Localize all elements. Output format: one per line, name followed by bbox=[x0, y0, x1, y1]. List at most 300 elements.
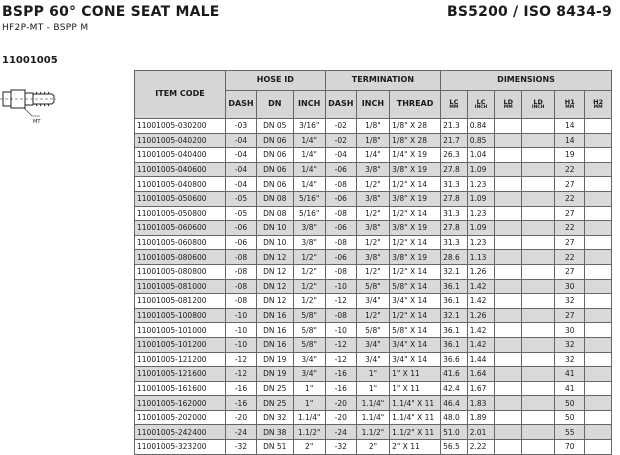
cell-term-inch: 1/4" bbox=[356, 148, 389, 163]
hose-id-header: HOSE ID bbox=[225, 71, 325, 91]
col-term-dash: DASH bbox=[325, 91, 356, 119]
cell-ld-mm bbox=[495, 177, 522, 192]
cell-h2-mm bbox=[585, 279, 612, 294]
cell-h2-mm bbox=[585, 250, 612, 265]
cell-hose-dn: DN 08 bbox=[257, 206, 294, 221]
cell-h2-mm bbox=[585, 367, 612, 382]
standard-reference: BS5200 / ISO 8434-9 bbox=[447, 4, 612, 20]
cell-term-dash: -02 bbox=[325, 119, 356, 134]
cell-hose-dash: -10 bbox=[225, 308, 256, 323]
cell-term-dash: -20 bbox=[325, 410, 356, 425]
cell-h1-mm: 30 bbox=[555, 323, 585, 338]
cell-h2-mm bbox=[585, 294, 612, 309]
cell-h1-mm: 50 bbox=[555, 396, 585, 411]
cell-ld-inch bbox=[522, 264, 555, 279]
cell-term-dash: -02 bbox=[325, 133, 356, 148]
cell-hose-dn: DN 05 bbox=[257, 119, 294, 134]
cell-hose-dash: -03 bbox=[225, 119, 256, 134]
cell-item-code: 11001005-323200 bbox=[135, 440, 226, 455]
cell-ld-mm bbox=[495, 119, 522, 134]
cell-hose-inch: 5/8" bbox=[293, 308, 325, 323]
cell-h2-mm bbox=[585, 148, 612, 163]
cell-lc-inch: 0.84 bbox=[467, 119, 495, 134]
cell-thread: 1/2" X 14 bbox=[390, 206, 441, 221]
cell-term-dash: -12 bbox=[325, 294, 356, 309]
cell-hose-dn: DN 51 bbox=[257, 440, 294, 455]
table-row bbox=[135, 177, 612, 192]
col-ld-inch-unit: INCH bbox=[531, 104, 545, 110]
cell-lc-mm: 31.3 bbox=[441, 235, 468, 250]
cell-h1-mm: 19 bbox=[555, 148, 585, 163]
cell-lc-inch: 1.23 bbox=[467, 177, 495, 192]
cell-term-inch: 1.1/4" bbox=[356, 410, 389, 425]
cell-thread: 1/2" X 14 bbox=[390, 177, 441, 192]
cell-ld-mm bbox=[495, 279, 522, 294]
cell-thread: 1.1/2" X 11 bbox=[390, 425, 441, 440]
cell-hose-dash: -20 bbox=[225, 410, 256, 425]
cell-h1-mm: 70 bbox=[555, 440, 585, 455]
cell-ld-inch bbox=[522, 352, 555, 367]
cell-lc-inch: 2.01 bbox=[467, 425, 495, 440]
cell-hose-inch: 5/8" bbox=[293, 323, 325, 338]
cell-term-inch: 1" bbox=[356, 367, 389, 382]
cell-ld-mm bbox=[495, 235, 522, 250]
col-lc-label: LC bbox=[449, 97, 459, 106]
table-row bbox=[135, 440, 612, 455]
fitting-cross-section-icon bbox=[0, 80, 70, 130]
cell-hose-dn: DN 06 bbox=[257, 148, 294, 163]
col-term-inch: INCH bbox=[356, 91, 389, 119]
cell-term-inch: 1" bbox=[356, 381, 389, 396]
cell-term-dash: -16 bbox=[325, 381, 356, 396]
cell-h2-mm bbox=[585, 133, 612, 148]
cell-lc-mm: 51.0 bbox=[441, 425, 468, 440]
cell-item-code: 11001005-161600 bbox=[135, 381, 226, 396]
cell-term-dash: -32 bbox=[325, 440, 356, 455]
cell-lc-mm: 27.8 bbox=[441, 162, 468, 177]
cell-lc-inch: 1.67 bbox=[467, 381, 495, 396]
cell-h1-mm: 55 bbox=[555, 425, 585, 440]
cell-ld-inch bbox=[522, 425, 555, 440]
cell-lc-inch: 1.42 bbox=[467, 294, 495, 309]
cell-h2-mm bbox=[585, 323, 612, 338]
col-dn: DN bbox=[257, 91, 294, 119]
cell-item-code: 11001005-202000 bbox=[135, 410, 226, 425]
col-ld-unit: MM bbox=[503, 104, 513, 110]
cell-hose-dn: DN 19 bbox=[257, 367, 294, 382]
cell-h2-mm bbox=[585, 308, 612, 323]
table-row bbox=[135, 133, 612, 148]
cell-lc-mm: 21.7 bbox=[441, 133, 468, 148]
cell-ld-inch bbox=[522, 148, 555, 163]
cell-ld-inch bbox=[522, 250, 555, 265]
cell-lc-mm: 32.1 bbox=[441, 308, 468, 323]
cell-ld-mm bbox=[495, 221, 522, 236]
cell-ld-inch bbox=[522, 133, 555, 148]
cell-term-dash: -10 bbox=[325, 323, 356, 338]
cell-ld-mm bbox=[495, 191, 522, 206]
cell-h2-mm bbox=[585, 119, 612, 134]
table-row bbox=[135, 250, 612, 265]
table-row bbox=[135, 367, 612, 382]
cell-lc-inch: 1.26 bbox=[467, 264, 495, 279]
col-inch: INCH bbox=[293, 91, 325, 119]
termination-header: TERMINATION bbox=[325, 71, 440, 91]
cell-lc-mm: 27.8 bbox=[441, 191, 468, 206]
table-row bbox=[135, 206, 612, 221]
cell-hose-dash: -10 bbox=[225, 323, 256, 338]
table-row bbox=[135, 191, 612, 206]
cell-ld-mm bbox=[495, 162, 522, 177]
cell-hose-dn: DN 25 bbox=[257, 381, 294, 396]
cell-term-dash: -04 bbox=[325, 148, 356, 163]
cell-lc-inch: 1.42 bbox=[467, 337, 495, 352]
cell-hose-inch: 3/4" bbox=[293, 352, 325, 367]
cell-h1-mm: 30 bbox=[555, 279, 585, 294]
cell-ld-inch bbox=[522, 381, 555, 396]
cell-item-code: 11001005-080600 bbox=[135, 250, 226, 265]
cell-item-code: 11001005-060600 bbox=[135, 221, 226, 236]
cell-thread: 3/8" X 19 bbox=[390, 162, 441, 177]
cell-item-code: 11001005-121200 bbox=[135, 352, 226, 367]
col-ld-inch bbox=[522, 91, 555, 119]
table-row bbox=[135, 352, 612, 367]
cell-lc-mm: 46.4 bbox=[441, 396, 468, 411]
cell-term-inch: 1/2" bbox=[356, 235, 389, 250]
cell-hose-inch: 3/8" bbox=[293, 221, 325, 236]
table-body bbox=[135, 119, 612, 455]
cell-h2-mm bbox=[585, 337, 612, 352]
cell-hose-dash: -08 bbox=[225, 250, 256, 265]
cell-item-code: 11001005-242400 bbox=[135, 425, 226, 440]
cell-ld-mm bbox=[495, 337, 522, 352]
cell-hose-inch: 5/8" bbox=[293, 337, 325, 352]
cell-hose-inch: 1/4" bbox=[293, 177, 325, 192]
cell-hose-dn: DN 32 bbox=[257, 410, 294, 425]
cell-term-inch: 5/8" bbox=[356, 279, 389, 294]
cell-lc-inch: 1.42 bbox=[467, 323, 495, 338]
cell-hose-dash: -12 bbox=[225, 352, 256, 367]
cell-ld-mm bbox=[495, 133, 522, 148]
cell-hose-inch: 1/2" bbox=[293, 279, 325, 294]
cell-hose-dash: -08 bbox=[225, 294, 256, 309]
cell-lc-mm: 21.3 bbox=[441, 119, 468, 134]
cell-ld-inch bbox=[522, 410, 555, 425]
cell-h1-mm: 22 bbox=[555, 221, 585, 236]
cell-term-inch: 3/8" bbox=[356, 162, 389, 177]
cell-h1-mm: 14 bbox=[555, 133, 585, 148]
cell-hose-dash: -04 bbox=[225, 162, 256, 177]
cell-ld-mm bbox=[495, 250, 522, 265]
cell-item-code: 11001005-101000 bbox=[135, 323, 226, 338]
cell-hose-inch: 2" bbox=[293, 440, 325, 455]
cell-hose-dn: DN 08 bbox=[257, 191, 294, 206]
cell-ld-inch bbox=[522, 235, 555, 250]
table-row bbox=[135, 410, 612, 425]
cell-hose-dn: DN 12 bbox=[257, 279, 294, 294]
cell-item-code: 11001005-121600 bbox=[135, 367, 226, 382]
cell-lc-mm: 31.3 bbox=[441, 177, 468, 192]
cell-lc-inch: 1.42 bbox=[467, 279, 495, 294]
table-row bbox=[135, 162, 612, 177]
cell-hose-inch: 1/2" bbox=[293, 250, 325, 265]
cell-term-dash: -06 bbox=[325, 221, 356, 236]
cell-term-dash: -06 bbox=[325, 162, 356, 177]
cell-lc-mm: 27.8 bbox=[441, 221, 468, 236]
cell-lc-mm: 32.1 bbox=[441, 264, 468, 279]
cell-h1-mm: 14 bbox=[555, 119, 585, 134]
cell-term-inch: 3/8" bbox=[356, 250, 389, 265]
cell-term-inch: 1/8" bbox=[356, 133, 389, 148]
cell-item-code: 11001005-081200 bbox=[135, 294, 226, 309]
cell-thread: 2" X 11 bbox=[390, 440, 441, 455]
cell-ld-inch bbox=[522, 119, 555, 134]
cell-lc-inch: 1.83 bbox=[467, 396, 495, 411]
cell-lc-mm: 26.3 bbox=[441, 148, 468, 163]
cell-ld-inch bbox=[522, 177, 555, 192]
cell-ld-mm bbox=[495, 440, 522, 455]
cell-ld-inch bbox=[522, 191, 555, 206]
col-lc-inch-unit: INCH bbox=[474, 104, 488, 110]
table-row bbox=[135, 337, 612, 352]
cell-thread: 1" X 11 bbox=[390, 381, 441, 396]
cell-term-inch: 1/2" bbox=[356, 264, 389, 279]
cell-hose-dn: DN 12 bbox=[257, 294, 294, 309]
cell-hose-dn: DN 16 bbox=[257, 323, 294, 338]
cell-h1-mm: 27 bbox=[555, 235, 585, 250]
cell-term-inch: 1.1/2" bbox=[356, 425, 389, 440]
product-table bbox=[134, 70, 612, 455]
cell-h2-mm bbox=[585, 440, 612, 455]
table-row bbox=[135, 119, 612, 134]
cell-lc-inch: 1.09 bbox=[467, 162, 495, 177]
cell-h2-mm bbox=[585, 352, 612, 367]
cell-thread: 3/4" X 14 bbox=[390, 337, 441, 352]
page-title: BSPP 60° CONE SEAT MALE bbox=[2, 4, 220, 20]
cell-h2-mm bbox=[585, 264, 612, 279]
cell-hose-inch: 3/8" bbox=[293, 235, 325, 250]
cell-item-code: 11001005-080800 bbox=[135, 264, 226, 279]
cell-term-inch: 1/2" bbox=[356, 308, 389, 323]
cell-thread: 1/2" X 14 bbox=[390, 308, 441, 323]
table-row bbox=[135, 396, 612, 411]
cell-hose-dash: -24 bbox=[225, 425, 256, 440]
cell-term-dash: -08 bbox=[325, 308, 356, 323]
table-row bbox=[135, 425, 612, 440]
cell-term-dash: -12 bbox=[325, 352, 356, 367]
cell-thread: 1/2" X 14 bbox=[390, 235, 441, 250]
cell-lc-mm: 36.6 bbox=[441, 352, 468, 367]
cell-term-dash: -08 bbox=[325, 264, 356, 279]
cell-ld-inch bbox=[522, 337, 555, 352]
cell-item-code: 11001005-162000 bbox=[135, 396, 226, 411]
table-row bbox=[135, 264, 612, 279]
cell-hose-dn: DN 06 bbox=[257, 133, 294, 148]
cell-term-inch: 3/4" bbox=[356, 352, 389, 367]
cell-term-inch: 3/8" bbox=[356, 191, 389, 206]
cell-h1-mm: 41 bbox=[555, 381, 585, 396]
cell-hose-inch: 1/4" bbox=[293, 148, 325, 163]
cell-ld-mm bbox=[495, 367, 522, 382]
cell-h1-mm: 22 bbox=[555, 162, 585, 177]
cell-hose-dn: DN 38 bbox=[257, 425, 294, 440]
cell-lc-inch: 1.64 bbox=[467, 367, 495, 382]
cell-item-code: 11001005-050800 bbox=[135, 206, 226, 221]
cell-thread: 3/8" X 19 bbox=[390, 250, 441, 265]
cell-term-inch: 5/8" bbox=[356, 323, 389, 338]
cell-h1-mm: 32 bbox=[555, 294, 585, 309]
cell-hose-dash: -32 bbox=[225, 440, 256, 455]
cell-h1-mm: 32 bbox=[555, 352, 585, 367]
cell-hose-dash: -05 bbox=[225, 206, 256, 221]
cell-h2-mm bbox=[585, 425, 612, 440]
col-ld-label: LD bbox=[503, 97, 513, 106]
cell-ld-mm bbox=[495, 294, 522, 309]
cell-hose-inch: 3/4" bbox=[293, 367, 325, 382]
cell-hose-inch: 1/2" bbox=[293, 264, 325, 279]
cell-h1-mm: 32 bbox=[555, 337, 585, 352]
col-h2-label: H2 bbox=[593, 97, 604, 106]
cell-h1-mm: 22 bbox=[555, 250, 585, 265]
cell-hose-dn: DN 16 bbox=[257, 337, 294, 352]
cell-lc-mm: 42.4 bbox=[441, 381, 468, 396]
cell-lc-mm: 28.6 bbox=[441, 250, 468, 265]
cell-lc-inch: 1.26 bbox=[467, 308, 495, 323]
cell-ld-mm bbox=[495, 264, 522, 279]
cell-hose-dash: -12 bbox=[225, 367, 256, 382]
cell-term-inch: 1/8" bbox=[356, 119, 389, 134]
table-row bbox=[135, 294, 612, 309]
cell-ld-mm bbox=[495, 425, 522, 440]
cell-ld-mm bbox=[495, 308, 522, 323]
cell-lc-mm: 36.1 bbox=[441, 279, 468, 294]
col-lc-inch-label: LC bbox=[476, 97, 486, 106]
cell-lc-inch: 1.44 bbox=[467, 352, 495, 367]
col-h2 bbox=[585, 91, 612, 119]
cell-lc-inch: 1.23 bbox=[467, 235, 495, 250]
cell-h2-mm bbox=[585, 235, 612, 250]
cell-term-dash: -06 bbox=[325, 250, 356, 265]
cell-hose-dash: -08 bbox=[225, 279, 256, 294]
cell-ld-mm bbox=[495, 410, 522, 425]
cell-hose-dash: -04 bbox=[225, 133, 256, 148]
cell-hose-dash: -04 bbox=[225, 177, 256, 192]
cell-hose-dn: DN 06 bbox=[257, 177, 294, 192]
cell-ld-inch bbox=[522, 162, 555, 177]
cell-lc-mm: 36.1 bbox=[441, 323, 468, 338]
cell-ld-inch bbox=[522, 323, 555, 338]
cell-hose-inch: 1.1/4" bbox=[293, 410, 325, 425]
cell-thread: 5/8" X 14 bbox=[390, 323, 441, 338]
cell-thread: 1" X 11 bbox=[390, 367, 441, 382]
cell-ld-inch bbox=[522, 440, 555, 455]
cell-thread: 3/4" X 14 bbox=[390, 352, 441, 367]
cell-term-inch: 3/4" bbox=[356, 294, 389, 309]
cell-h1-mm: 27 bbox=[555, 308, 585, 323]
cell-hose-dash: -16 bbox=[225, 381, 256, 396]
cell-hose-inch: 1/4" bbox=[293, 133, 325, 148]
cell-hose-dn: DN 12 bbox=[257, 264, 294, 279]
cell-thread: 1.1/4" X 11 bbox=[390, 396, 441, 411]
cell-h1-mm: 22 bbox=[555, 191, 585, 206]
cell-term-dash: -08 bbox=[325, 177, 356, 192]
cell-h1-mm: 27 bbox=[555, 206, 585, 221]
cell-hose-dash: -10 bbox=[225, 337, 256, 352]
col-h2-unit: MM bbox=[593, 104, 603, 110]
cell-hose-dn: DN 12 bbox=[257, 250, 294, 265]
part-code: 11001005 bbox=[2, 55, 58, 66]
cell-lc-inch: 1.13 bbox=[467, 250, 495, 265]
cell-lc-inch: 2.22 bbox=[467, 440, 495, 455]
cell-lc-mm: 31.3 bbox=[441, 206, 468, 221]
cell-hose-dn: DN 06 bbox=[257, 162, 294, 177]
table-row bbox=[135, 235, 612, 250]
cell-ld-mm bbox=[495, 381, 522, 396]
col-ld bbox=[495, 91, 522, 119]
cell-hose-dash: -06 bbox=[225, 235, 256, 250]
col-thread: THREAD bbox=[390, 91, 441, 119]
cell-ld-mm bbox=[495, 352, 522, 367]
cell-thread: 3/8" X 19 bbox=[390, 221, 441, 236]
cell-h1-mm: 27 bbox=[555, 177, 585, 192]
cell-ld-mm bbox=[495, 148, 522, 163]
cell-thread: 1/2" X 14 bbox=[390, 264, 441, 279]
cell-h1-mm: 27 bbox=[555, 264, 585, 279]
cell-hose-dn: DN 16 bbox=[257, 308, 294, 323]
cell-thread: 3/4" X 14 bbox=[390, 294, 441, 309]
cell-hose-inch: 5/16" bbox=[293, 191, 325, 206]
cell-lc-mm: 41.6 bbox=[441, 367, 468, 382]
cell-item-code: 11001005-081000 bbox=[135, 279, 226, 294]
cell-thread: 3/8" X 19 bbox=[390, 191, 441, 206]
cell-lc-inch: 0.85 bbox=[467, 133, 495, 148]
cell-item-code: 11001005-040600 bbox=[135, 162, 226, 177]
cell-thread: 1.1/4" X 11 bbox=[390, 410, 441, 425]
cell-thread: 1/8" X 28 bbox=[390, 133, 441, 148]
callout-label: MT bbox=[33, 119, 41, 125]
cell-lc-mm: 36.1 bbox=[441, 337, 468, 352]
table-row bbox=[135, 381, 612, 396]
cell-term-inch: 1.1/4" bbox=[356, 396, 389, 411]
cell-ld-mm bbox=[495, 206, 522, 221]
cell-ld-inch bbox=[522, 279, 555, 294]
cell-hose-inch: 1/4" bbox=[293, 162, 325, 177]
cell-term-inch: 2" bbox=[356, 440, 389, 455]
cell-h2-mm bbox=[585, 410, 612, 425]
col-ld-inch-label: LD bbox=[533, 97, 543, 106]
cell-ld-inch bbox=[522, 308, 555, 323]
col-lc bbox=[441, 91, 468, 119]
cell-ld-inch bbox=[522, 221, 555, 236]
cell-hose-dn: DN 10 bbox=[257, 221, 294, 236]
cell-ld-inch bbox=[522, 294, 555, 309]
cell-lc-inch: 1.09 bbox=[467, 191, 495, 206]
cell-term-dash: -16 bbox=[325, 367, 356, 382]
cell-term-dash: -08 bbox=[325, 206, 356, 221]
col-lc-unit: MM bbox=[449, 104, 459, 110]
cell-h2-mm bbox=[585, 177, 612, 192]
cell-term-dash: -24 bbox=[325, 425, 356, 440]
cell-term-dash: -08 bbox=[325, 235, 356, 250]
cell-item-code: 11001005-040200 bbox=[135, 133, 226, 148]
cell-term-dash: -06 bbox=[325, 191, 356, 206]
cell-term-inch: 3/8" bbox=[356, 221, 389, 236]
cell-ld-inch bbox=[522, 367, 555, 382]
dimensions-header: DIMENSIONS bbox=[441, 71, 612, 91]
cell-ld-inch bbox=[522, 206, 555, 221]
cell-hose-inch: 1/2" bbox=[293, 294, 325, 309]
cell-ld-mm bbox=[495, 323, 522, 338]
